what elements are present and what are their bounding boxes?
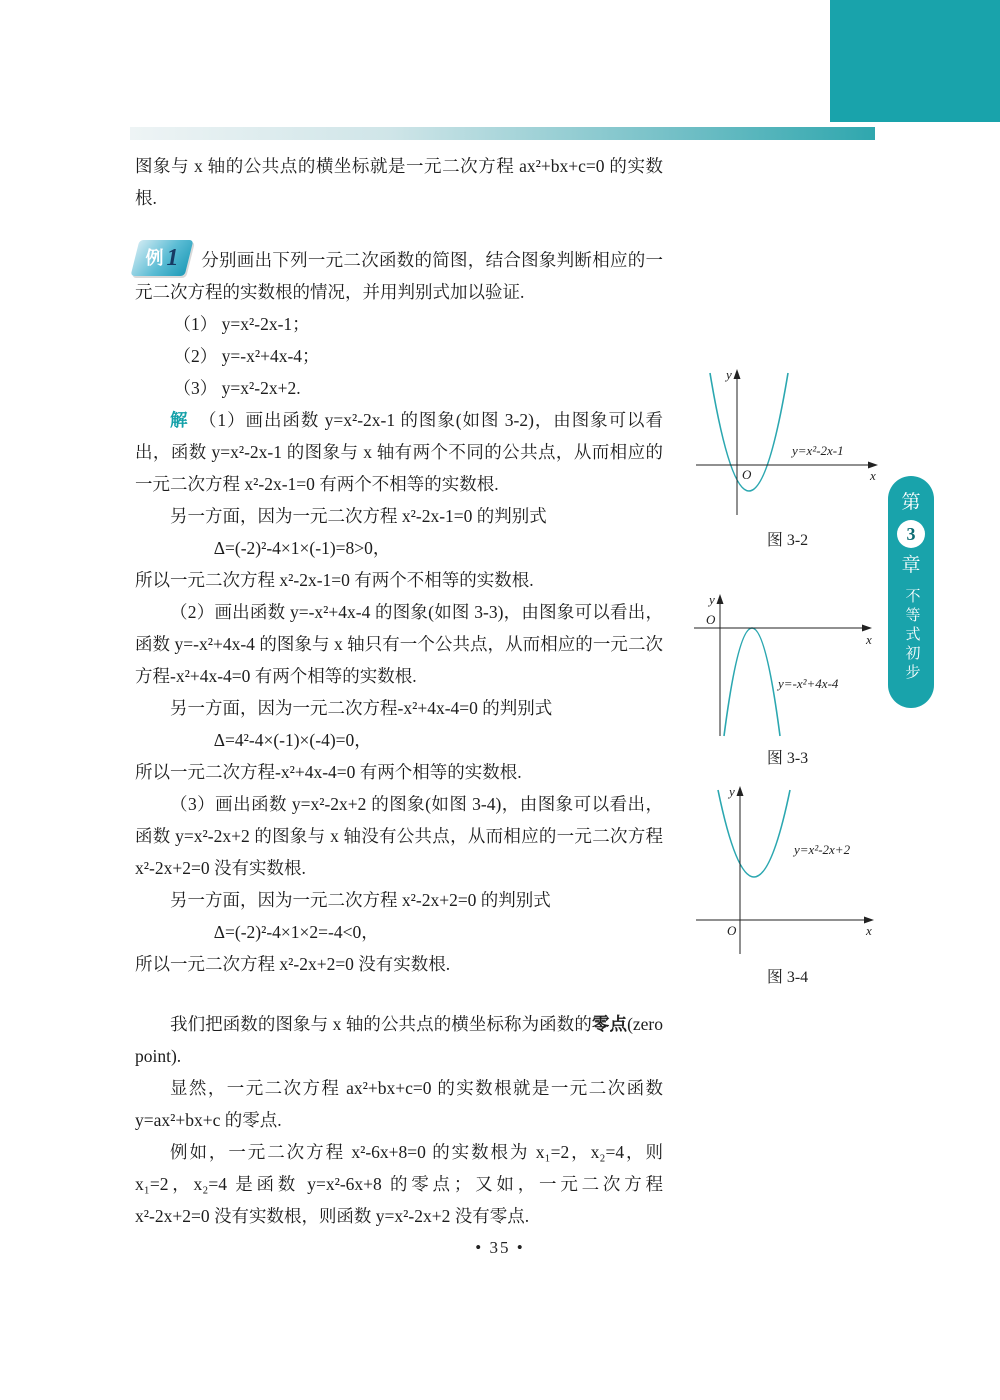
header-gradient-band <box>130 127 875 140</box>
solution-label: 解 <box>170 410 189 430</box>
solution-paragraph-2: （2）画出函数 y=-x²+4x-4 的图象(如图 3-3)，由图象可以看出，函数 y=-x²+4x-4 的图象与 x 轴只有一个公共点，从而相应的一元二次方程-x²+4x-4=0 有两个相等的实数根. <box>135 602 663 686</box>
parabola-curve <box>724 628 780 736</box>
y-axis-label: y <box>726 367 732 382</box>
badge-label: 例 <box>145 248 164 268</box>
figure-3-4-plot <box>690 782 885 957</box>
equation-item-2: （2） y=-x²+4x-4； <box>173 346 320 366</box>
zero-term-bold: 零点 <box>591 1014 628 1034</box>
origin-label: O <box>706 612 716 627</box>
zero-point-definition <box>135 1008 663 1072</box>
zero-point-remark: 显然，一元二次方程 ax²+bx+c=0 的实数根就是一元二次函数 y=ax²+bx+c 的零点. <box>135 1078 663 1130</box>
y-axis-arrow-icon <box>734 369 741 379</box>
figure-caption: 图 3-3 <box>766 750 809 767</box>
figure-3-2-plot <box>690 365 885 520</box>
equation-item-1: （1） y=x²-2x-1； <box>173 314 310 334</box>
curve-equation-label: y=x²-2x+2 <box>794 842 851 857</box>
zero-definition-pre: 我们把函数的图象与 x 轴的公共点的横坐标称为函数的 <box>170 1014 592 1034</box>
chapter-title: 不等式初步 <box>903 588 920 683</box>
x-axis-label: x <box>866 923 872 938</box>
solution-paragraph-1 <box>135 404 663 500</box>
main-text-column <box>135 150 663 1232</box>
x-axis-arrow-icon <box>862 625 872 632</box>
page-number: • 35 • <box>475 1238 525 1257</box>
chapter-prefix: 第 <box>901 492 921 513</box>
x-axis-label: x <box>870 468 876 483</box>
solution-1-discriminant-formula: Δ=(-2)²-4×1×(-1)=8>0， <box>213 538 391 558</box>
solution-2-discriminant-formula: Δ=4²-4×(-1)×(-4)=0， <box>213 730 372 750</box>
solution-3-discriminant-formula: Δ=(-2)²-4×1×2=-4<0， <box>213 922 379 942</box>
parabola-curve <box>718 790 790 877</box>
figure-3-3 <box>690 588 885 768</box>
chapter-side-tab <box>888 476 934 708</box>
example-block <box>135 240 663 308</box>
top-right-decoration-block <box>830 0 1000 122</box>
badge-inner <box>135 240 189 276</box>
y-axis-arrow-icon <box>717 594 724 604</box>
solution-1-text: （1）画出函数 y=x²-2x-1 的图象(如图 3-2)，由图象可以看出，函数 y=x²-2x-1 的图象与 x 轴有两个不同的公共点，从而相应的一元二次方程 x²-2x-1=0 有两个不相等的实数根. <box>135 410 663 494</box>
origin-label: O <box>742 467 752 482</box>
example-text: 分别画出下列一元二次函数的简图，结合图象判断相应的一元二次方程的实数根的情况，并用判别式加以验证. <box>135 250 663 302</box>
zero-definition-post: (zero point). <box>135 1014 664 1066</box>
equation-item-3: （3） y=x²-2x+2. <box>173 378 301 398</box>
intro-paragraph: 图象与 x 轴的公共点的横坐标就是一元二次方程 ax²+bx+c=0 的实数根. <box>135 156 663 208</box>
y-axis-label: y <box>729 784 735 799</box>
figure-caption: 图 3-4 <box>766 969 809 986</box>
figure-3-4 <box>690 782 885 987</box>
solution-1-conclusion: 所以一元二次方程 x²-2x-1=0 有两个不相等的实数根. <box>135 570 534 590</box>
zero-point-example: 例如，一元二次方程 x²-6x+8=0 的实数根为 x₁=2，x₂=4，则 x₁=2，x₂=4 是函数 y=x²-6x+8 的零点；又如，一元二次方程 x²-2x+2=0 没有实数根，则函数 y=x²-2x+2 没有零点. <box>135 1142 663 1226</box>
solution-2-discriminant-intro: 另一方面，因为一元二次方程-x²+4x-4=0 的判别式 <box>170 698 553 718</box>
chapter-suffix: 章 <box>901 555 921 576</box>
chapter-number-badge: 3 <box>897 520 925 548</box>
figure-3-3-plot <box>690 588 885 738</box>
solution-3-discriminant-intro: 另一方面，因为一元二次方程 x²-2x+2=0 的判别式 <box>170 890 551 910</box>
solution-paragraph-3: （3）画出函数 y=x²-2x+2 的图象(如图 3-4)，由图象可以看出，函数 y=x²-2x+2 的图象与 x 轴没有公共点，从而相应的一元二次方程 x²-2x+2=0 没有实数根. <box>135 794 663 878</box>
solution-2-conclusion: 所以一元二次方程-x²+4x-4=0 有两个相等的实数根. <box>135 762 522 782</box>
y-axis-arrow-icon <box>737 786 744 796</box>
figure-3-2 <box>690 365 885 550</box>
curve-equation-label: y=-x²+4x-4 <box>778 676 839 691</box>
x-axis-label: x <box>866 632 872 647</box>
y-axis-label: y <box>709 592 715 607</box>
badge-number: 1 <box>166 245 179 271</box>
solution-1-discriminant-intro: 另一方面，因为一元二次方程 x²-2x-1=0 的判别式 <box>170 506 547 526</box>
example-1-badge-icon <box>135 240 189 276</box>
figure-caption: 图 3-2 <box>766 532 809 549</box>
curve-equation-label: y=x²-2x-1 <box>792 443 844 458</box>
solution-3-conclusion: 所以一元二次方程 x²-2x+2=0 没有实数根. <box>135 954 451 974</box>
origin-label: O <box>727 923 737 938</box>
